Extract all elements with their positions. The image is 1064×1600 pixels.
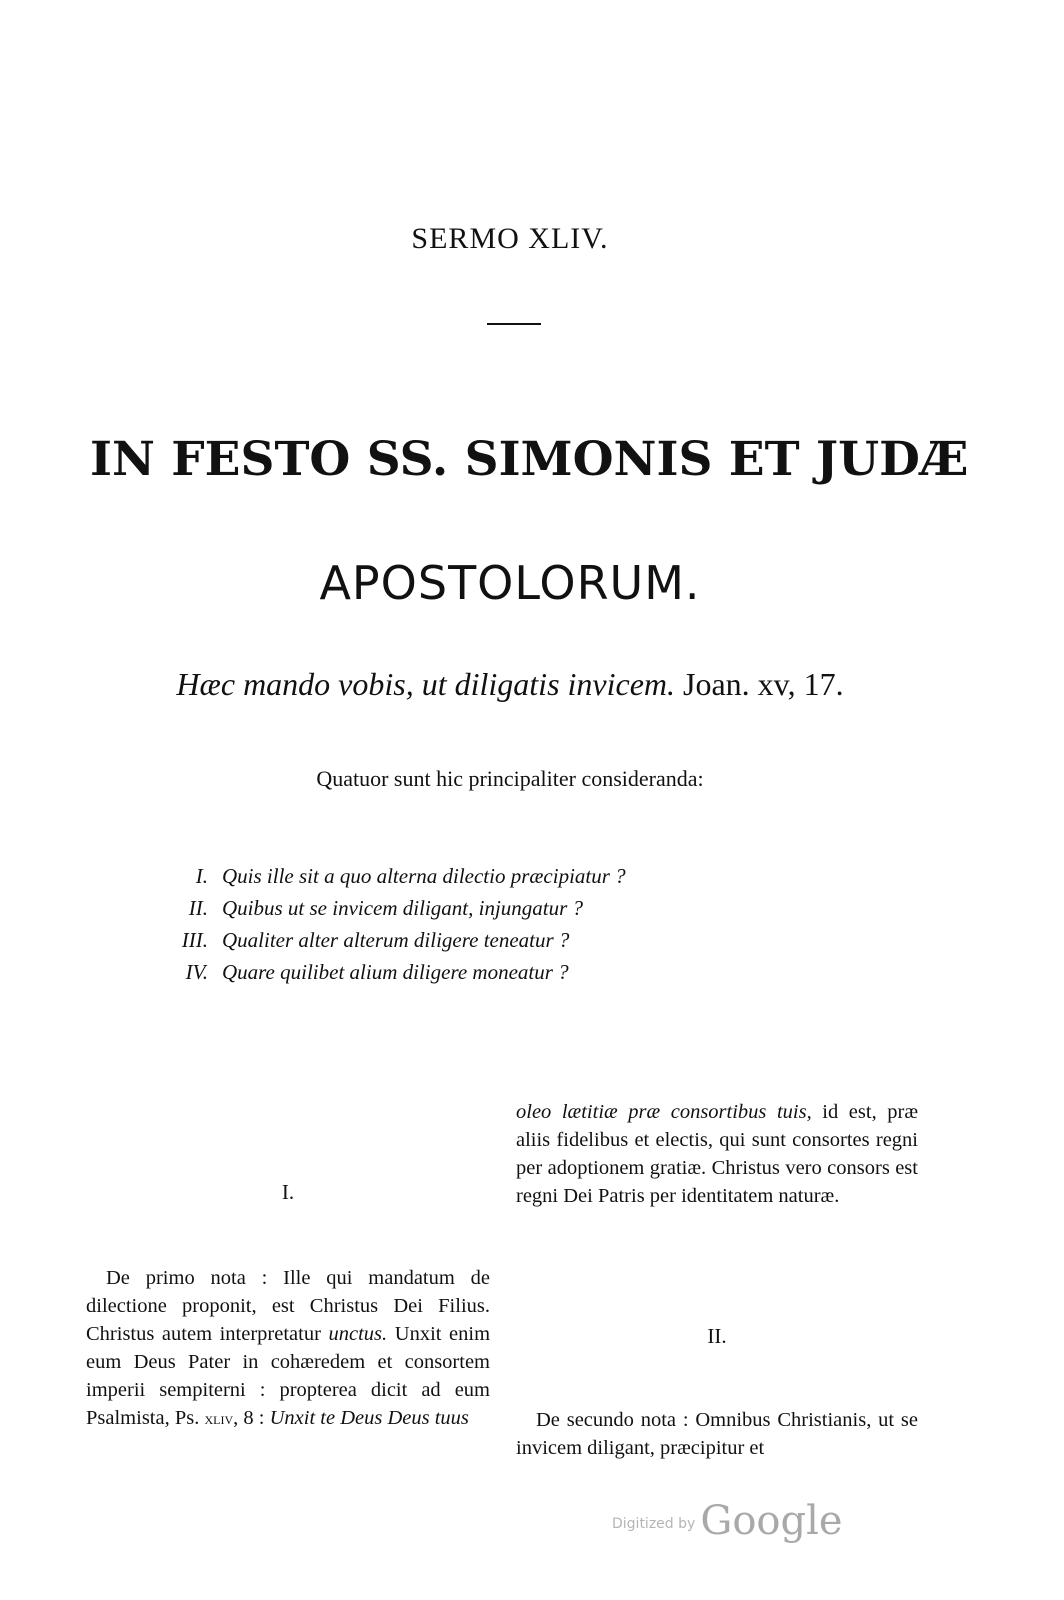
sermon-number: SERMO XLIV. [411,222,609,255]
section-heading-2: II. [707,1324,727,1348]
point-text: Quare quilibet alium diligere moneatur ? [222,960,569,984]
point-number: II. [188,896,208,920]
epigraph-reference: Joan. xv, 17. [683,666,844,702]
paragraph-text: id est, præ aliis fidelibus et electis, qui sunt consortes regni per adoptionem gratiæ. Christus vero consors est regni Dei Patris per identitatem naturæ. [516,1101,919,1207]
google-logo: Google [700,1498,843,1544]
sermon-subtitle: APOSTOLORUM. [319,556,701,610]
sermon-title: IN FESTO SS. SIMONIS ET JUDÆ [90,432,969,487]
psalm-ref-number: xliv [204,1409,234,1428]
paragraph-text: De primo nota : Ille qui mandatum de dilectione proponit, est Christus Dei Filius. Christus autem interpretatur [86,1267,490,1345]
point-item [150,956,850,988]
point-item [150,860,850,892]
point-text: Quis ille sit a quo alterna dilectio præcipiatur ? [222,864,626,888]
digitized-label: Digitized by [612,1516,696,1532]
right-column-continuation [516,1098,918,1210]
psalm-ref: , 8 : [233,1407,265,1429]
paragraph [86,1264,490,1433]
point-text: Quibus ut se invicem diligant, injungatur ? [222,896,584,920]
epigraph [0,666,1020,703]
divider-rule [487,323,541,325]
point-text: Qualiter alter alterum diligere teneatur ? [222,928,570,952]
epigraph-quote: Hæc mando vobis, ut diligatis invicem. [176,666,676,702]
section-heading-1: I. [281,1180,295,1204]
paragraph-italic: unctus. [328,1323,388,1345]
point-item [150,892,850,924]
points-list [150,860,850,988]
left-column [86,1264,490,1433]
paragraph-italic: oleo lætitiæ præ consortibus tuis, [516,1101,812,1123]
digitized-watermark [612,1498,843,1544]
paragraph-text: Unxit enim eum Deus Pater in cohæredem et consortem imperii sempiterni : propterea dicit ad eum Psalmista, [86,1323,491,1429]
intro-line: Quatuor sunt hic principaliter consideranda: [316,766,704,791]
paragraph: De secundo nota : Omnibus Christianis, ut se invicem diligant, præcipitur et [516,1409,918,1459]
right-column [516,1406,918,1462]
psalm-quote: Unxit te Deus Deus tuus [269,1407,469,1429]
psalm-ref: Ps. [174,1407,200,1429]
point-number: I. [195,864,208,888]
point-number: IV. [185,960,208,984]
paragraph [516,1098,918,1210]
point-item [150,924,850,956]
point-number: III. [181,928,208,952]
